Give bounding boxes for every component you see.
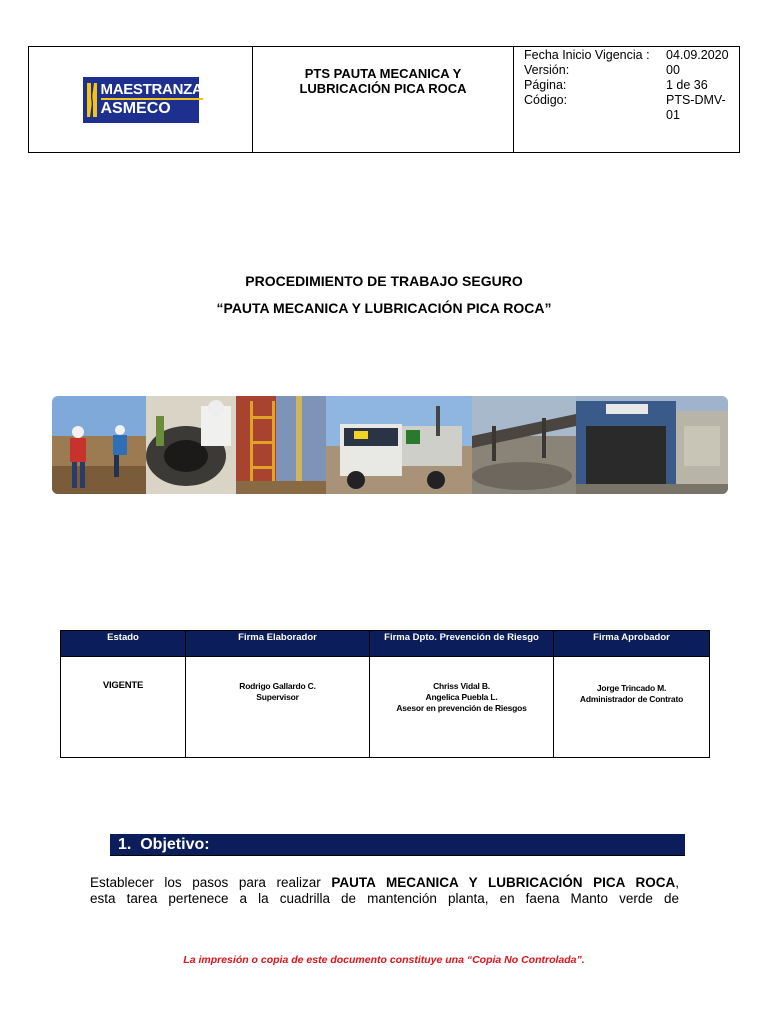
body-line-1 [90,875,679,891]
meta-row-fecha [524,48,739,63]
meta-value: 1 de 36 [666,78,708,92]
col-header-estado: Estado [61,631,186,657]
col-header-aprobador: Firma Aprobador [554,631,710,657]
meta-row-version [524,63,739,78]
aprobador-role: Administrador de Contrato [579,694,684,704]
section-title: Objetivo: [140,836,210,853]
meta-key: Página: [524,78,567,92]
body-text-suffix: , [675,875,679,890]
section-body [90,875,679,907]
aprobador-cell [554,657,710,758]
photo-conveyor-plant [472,396,576,494]
header-title-line2: LUBRICACIÓN PICA ROCA [299,81,467,96]
col-header-elaborador: Firma Elaborador [186,631,370,657]
meta-key: Versión: [524,63,570,77]
body-text-prefix: Establecer los pasos para realizar [90,875,332,890]
logo-text-line1: MAESTRANZA [100,81,203,98]
aprobador-name: Jorge Trincado M. [596,683,667,693]
section-number: 1. [118,836,132,853]
prevencion-name-1: Chriss Vidal B. [433,681,490,691]
document-header [28,46,740,153]
section-heading [110,834,685,856]
elaborador-role: Supervisor [256,692,299,702]
logo-mark-icon [86,81,98,119]
body-line-2: esta tarea pertenece a la cuadrilla de mantención planta, en faena Manto verde de [90,891,679,906]
meta-value: 04.09.2020 [666,48,729,62]
elaborador-name: Rodrigo Gallardo C. [239,681,316,691]
header-metadata [514,47,739,152]
photo-pipe-welding [146,396,236,494]
meta-key: Código: [524,93,568,107]
meta-value: 00 [666,63,680,77]
meta-row-pagina [524,78,739,93]
company-logo [83,77,203,123]
photo-scaffold [236,396,326,494]
header-title [253,47,514,152]
meta-key: Fecha Inicio Vigencia : [524,48,650,62]
logo-text-line2: ASMECO [101,98,203,117]
prevencion-name-2: Angelica Puebla L. [425,692,498,702]
photo-workshop-building [576,396,728,494]
header-title-line1: PTS PAUTA MECANICA Y [304,66,462,81]
logo-cell [29,47,253,152]
document-title-line2: “PAUTA MECANICA Y LUBRICACIÓN PICA ROCA” [216,300,552,316]
prevencion-role: Asesor en prevención de Riesgos [396,703,527,713]
signature-table [60,630,710,758]
estado-cell [61,657,186,758]
elaborador-cell [186,657,370,758]
col-header-prevencion: Firma Dpto. Prevención de Riesgo [370,631,554,657]
estado-value: VIGENTE [102,680,144,691]
uncontrolled-copy-note: La impresión o copia de este documento constituye una “Copia No Controlada”. [183,954,585,966]
photo-truck-413 [326,396,472,494]
meta-row-codigo [524,93,739,123]
body-text-bold: PAUTA MECANICA Y LUBRICACIÓN PICA ROCA [331,875,676,890]
photo-workers-field [52,396,146,494]
prevencion-cell [370,657,554,758]
photo-strip [52,396,728,494]
meta-value: PTS-DMV-01 [666,93,726,122]
document-title-line1: PROCEDIMIENTO DE TRABAJO SEGURO [245,273,523,289]
